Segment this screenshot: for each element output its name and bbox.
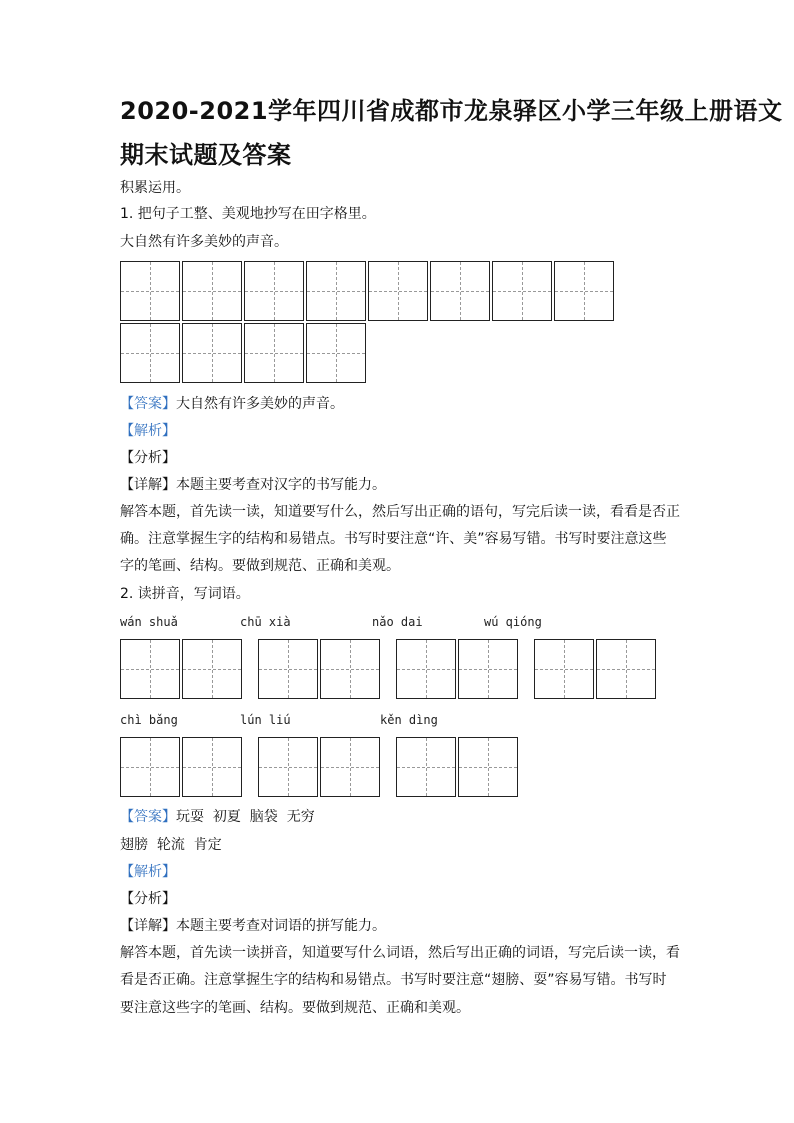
tianzige-cell[interactable] (258, 737, 318, 797)
word-box (534, 639, 656, 699)
q1-para-line-3: 字的笔画、结构。要做到规范、正确和美观。 (120, 558, 400, 574)
q1-xiangjie (120, 478, 386, 492)
word-box (396, 639, 518, 699)
q1-answer-text: 大自然有许多美妙的声音。 (176, 396, 344, 412)
tianzige-cell[interactable] (306, 323, 366, 383)
q1-sentence: 大自然有许多美妙的声音。 (120, 234, 288, 250)
q2-prompt: 2. 读拼音，写词语。 (120, 586, 250, 602)
q2-para-line-2: 看是否正确。注意掌握生字的结构和易错点。书写时要注意“翅膀、耍”容易写错。书写时 (120, 972, 667, 988)
tianzige-cell[interactable] (368, 261, 428, 321)
word-box (258, 737, 380, 797)
word-box (396, 737, 518, 797)
q1-answer (120, 397, 344, 411)
q1-fenxi: 【分析】 (120, 450, 176, 466)
q2-para-line-1: 解答本题，首先读一读拼音，知道要写什么词语，然后写出正确的词语，写完后读一读，看 (120, 945, 680, 961)
tianzige-cell[interactable] (430, 261, 490, 321)
tianzige-cell[interactable] (120, 261, 180, 321)
q2-xiangjie (120, 919, 386, 933)
q2-jiexi-tag: 【解析】 (120, 864, 176, 880)
tianzige-cell[interactable] (492, 261, 552, 321)
q1-grid-row-1 (120, 261, 614, 321)
tianzige-cell[interactable] (458, 737, 518, 797)
q1-xiangjie-text: 本题主要考查对汉字的书写能力。 (176, 477, 386, 493)
section-heading: 积累运用。 (120, 180, 190, 196)
word-box (120, 737, 242, 797)
q2-answer (120, 810, 315, 824)
q2-xiangjie-text: 本题主要考查对词语的拼写能力。 (176, 918, 386, 934)
pinyin-label: wú qióng (484, 615, 542, 629)
q1-jiexi-tag: 【解析】 (120, 423, 176, 439)
tianzige-cell[interactable] (182, 737, 242, 797)
tianzige-cell[interactable] (458, 639, 518, 699)
tianzige-cell[interactable] (182, 323, 242, 383)
q2-answer-line-1: 玩耍 初夏 脑袋 无穷 (176, 809, 315, 825)
q1-para-line-2: 确。注意掌握生字的结构和易错点。书写时要注意“许、美”容易写错。书写时要注意这些 (120, 531, 667, 547)
q1-xiangjie-tag: 【详解】 (120, 477, 176, 493)
q2-answer-line-2: 翅膀 轮流 肯定 (120, 837, 222, 853)
tianzige-cell[interactable] (554, 261, 614, 321)
q1-grid-row-2 (120, 323, 366, 383)
title-line-1: 2020-2021学年四川省成都市龙泉驿区小学三年级上册语文 (120, 97, 783, 125)
tianzige-cell[interactable] (244, 261, 304, 321)
pinyin-label: kěn dìng (380, 713, 438, 727)
q2-fenxi: 【分析】 (120, 891, 176, 907)
word-box (120, 639, 242, 699)
q1-para-line-1: 解答本题，首先读一读，知道要写什么，然后写出正确的语句，写完后读一读，看看是否正 (120, 504, 680, 520)
q1-answer-tag: 【答案】 (120, 396, 176, 412)
tianzige-cell[interactable] (596, 639, 656, 699)
q2-xiangjie-tag: 【详解】 (120, 918, 176, 934)
q1-prompt: 1. 把句子工整、美观地抄写在田字格里。 (120, 206, 376, 222)
title-line-2: 期末试题及答案 (120, 141, 292, 169)
tianzige-cell[interactable] (258, 639, 318, 699)
tianzige-cell[interactable] (120, 639, 180, 699)
tianzige-cell[interactable] (182, 261, 242, 321)
tianzige-cell[interactable] (306, 261, 366, 321)
pinyin-label: chū xià (240, 615, 291, 629)
tianzige-cell[interactable] (120, 737, 180, 797)
tianzige-cell[interactable] (320, 737, 380, 797)
pinyin-label: nǎo dai (372, 615, 423, 629)
pinyin-label: lún liú (240, 713, 291, 727)
pinyin-label: chì bǎng (120, 713, 178, 727)
q2-answer-tag: 【答案】 (120, 809, 176, 825)
q2-para-line-3: 要注意这些字的笔画、结构。要做到规范、正确和美观。 (120, 1000, 470, 1016)
tianzige-cell[interactable] (396, 737, 456, 797)
tianzige-cell[interactable] (120, 323, 180, 383)
tianzige-cell[interactable] (396, 639, 456, 699)
pinyin-label: wán shuǎ (120, 615, 178, 629)
tianzige-cell[interactable] (182, 639, 242, 699)
tianzige-cell[interactable] (320, 639, 380, 699)
tianzige-cell[interactable] (244, 323, 304, 383)
tianzige-cell[interactable] (534, 639, 594, 699)
word-box (258, 639, 380, 699)
